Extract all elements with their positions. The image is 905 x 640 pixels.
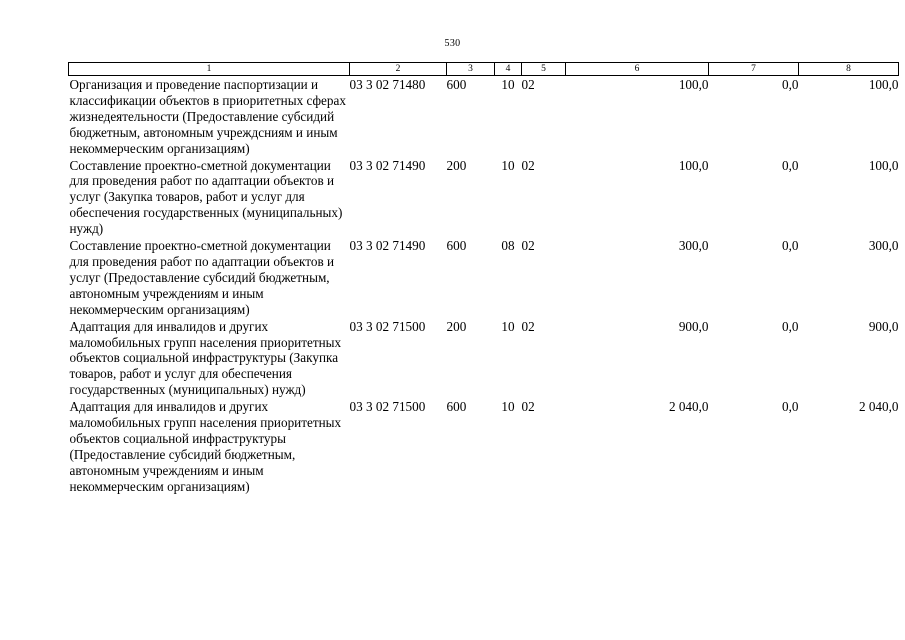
header-col-8: 8 xyxy=(799,63,899,76)
row-amount-col8: 900,0 xyxy=(868,318,899,334)
row-section: 10 xyxy=(501,399,515,415)
row-amount-col8: 2 040,0 xyxy=(858,399,899,415)
row-subsection: 02 xyxy=(521,238,535,254)
header-col-1: 1 xyxy=(69,63,350,76)
row-subsection: 02 xyxy=(521,399,535,415)
row-subsection: 02 xyxy=(521,77,535,92)
table-row xyxy=(69,318,899,399)
row-section: 10 xyxy=(501,318,515,334)
row-amount-col8: 100,0 xyxy=(868,157,899,173)
row-amount-col6: 900,0 xyxy=(678,318,709,334)
row-amount-col6: 300,0 xyxy=(678,238,709,254)
row-section: 08 xyxy=(501,238,515,254)
table-row xyxy=(69,398,899,494)
row-description: Адаптация для инвалидов и других маломобильных групп населения приоритетных объектов социальной инфраструктуры (Закупка товаров, работ и услуг для обеспечения государственных (муниципальных) нужд) xyxy=(69,318,342,398)
row-amount-col8: 300,0 xyxy=(868,238,899,254)
header-col-6: 6 xyxy=(566,63,709,76)
header-col-5: 5 xyxy=(522,63,566,76)
row-amount-col7: 0,0 xyxy=(782,77,799,92)
table-row xyxy=(69,237,899,318)
row-expense-type: 600 xyxy=(446,77,467,92)
row-description: Составление проектно-сметной документации для проведения работ по адаптации объектов и услуг (Предоставление субсидий бюджетным, автономным учреждениям и иным некоммерческим организациям) xyxy=(69,238,335,317)
row-expense-type: 600 xyxy=(446,399,467,415)
row-target-code: 03 3 02 71480 xyxy=(349,77,426,92)
row-amount-col7: 0,0 xyxy=(782,399,799,415)
row-subsection: 02 xyxy=(521,318,535,334)
row-expense-type: 600 xyxy=(446,238,467,254)
row-amount-col7: 0,0 xyxy=(782,318,799,334)
row-description: Составление проектно-сметной документации для проведения работ по адаптации объектов и услуг (Закупка товаров, работ и услуг для обеспечения государственных (муниципальных) нужд) xyxy=(69,157,343,237)
row-description: Организация и проведение паспортизации и классификации объектов в приоритетных сферах жизнедеятельности (Предоставление субсидий бюджетным, автономным учреждсниям и иным некоммерческим организациям) xyxy=(69,77,346,156)
row-subsection: 02 xyxy=(521,157,535,173)
row-target-code: 03 3 02 71500 xyxy=(349,318,426,334)
row-section: 10 xyxy=(501,157,515,173)
row-target-code: 03 3 02 71490 xyxy=(349,157,426,173)
row-expense-type: 200 xyxy=(446,318,467,334)
header-col-2: 2 xyxy=(350,63,447,76)
table-row xyxy=(69,157,899,238)
row-amount-col6: 100,0 xyxy=(678,157,709,173)
header-col-7: 7 xyxy=(709,63,799,76)
row-amount-col7: 0,0 xyxy=(782,238,799,254)
header-row xyxy=(69,63,899,76)
row-section: 10 xyxy=(501,77,515,92)
budget-table xyxy=(68,62,899,495)
row-amount-col6: 2 040,0 xyxy=(668,399,709,415)
row-amount-col8: 100,0 xyxy=(868,77,899,92)
header-col-4: 4 xyxy=(495,63,522,76)
row-target-code: 03 3 02 71500 xyxy=(349,399,426,415)
row-amount-col6: 100,0 xyxy=(678,77,709,92)
row-expense-type: 200 xyxy=(446,157,467,173)
row-description: Адаптация для инвалидов и других маломобильных групп населения приоритетных объектов социальной инфраструктуры (Предоставление субсидий бюджетным, автономным учреждениям и иным некоммерческим организациям) xyxy=(69,399,342,494)
row-target-code: 03 3 02 71490 xyxy=(349,238,426,254)
page-number: 530 xyxy=(444,38,461,49)
table-row xyxy=(69,76,899,157)
header-col-3: 3 xyxy=(447,63,495,76)
row-amount-col7: 0,0 xyxy=(782,157,799,173)
